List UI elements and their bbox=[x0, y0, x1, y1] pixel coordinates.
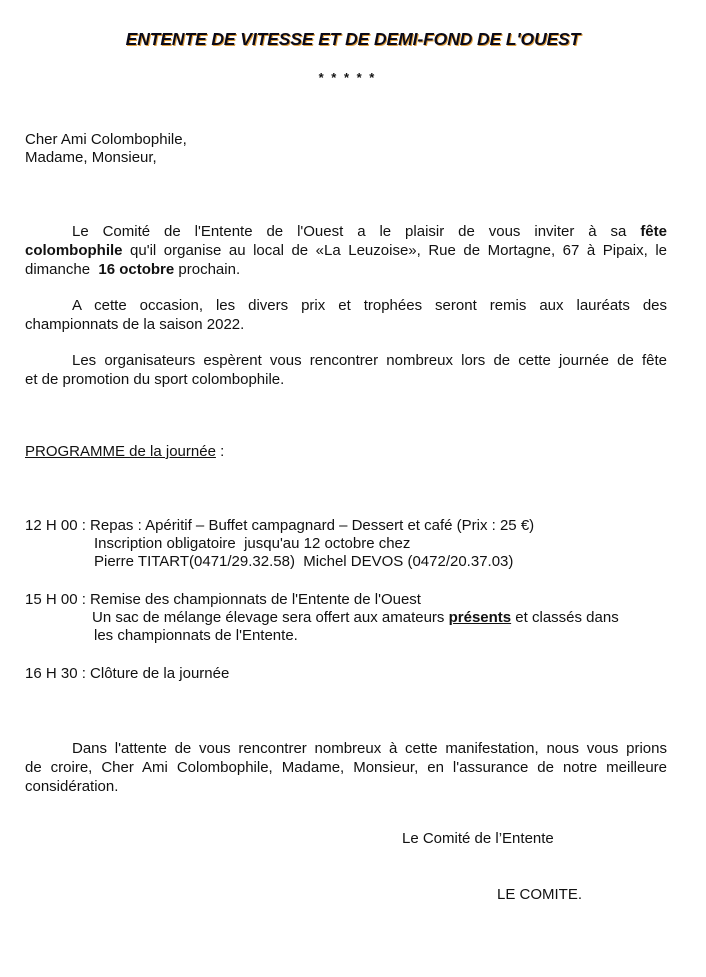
document-title: ENTENTE DE VITESSE ET DE DEMI-FOND DE L'OUEST bbox=[125, 29, 581, 49]
signature-le-comite: LE COMITE. bbox=[497, 886, 583, 903]
closing-paragraph bbox=[25, 739, 667, 796]
intro-text-4: prochain. bbox=[174, 261, 241, 278]
programme-item-1500-line-1 bbox=[25, 591, 619, 609]
programme-time: 12 H 00 : bbox=[25, 517, 91, 534]
programme-time: 15 H 00 : bbox=[25, 591, 91, 608]
programme-heading bbox=[25, 443, 224, 461]
programme-text: Clôture de la journée bbox=[90, 665, 230, 682]
programme-item-1500 bbox=[25, 591, 619, 645]
programme-heading-colon: : bbox=[215, 443, 225, 460]
intro-text-3: dimanche bbox=[25, 261, 99, 278]
closing-line-1 bbox=[25, 739, 667, 758]
programme-item-1200-line-3: Pierre TITART(0471/29.32.58) Michel DEVOS (0472/20.37.03) bbox=[94, 553, 514, 570]
intro-line-1 bbox=[25, 222, 667, 241]
programme-item-1200-line-2: Inscription obligatoire jusqu'au 12 octobre chez bbox=[94, 535, 411, 552]
separator-stars: * * * * * bbox=[318, 70, 377, 85]
programme-text: Remise des championnats de l'Entente de l'Ouest bbox=[90, 591, 421, 608]
programme-item-1500-line-3: les championnats de l'Entente. bbox=[94, 627, 298, 644]
intro-line-2 bbox=[25, 241, 667, 260]
closing-line-3: considération. bbox=[25, 778, 119, 795]
salutation-line-2: Madame, Monsieur, bbox=[25, 149, 157, 166]
organisers-line-2: et de promotion du sport colombophile. bbox=[25, 371, 285, 388]
prizes-line-1 bbox=[25, 296, 667, 315]
organisers-text-1: Les organisateurs espèrent vous rencontrer nombreux lors de cette journée de fête bbox=[72, 352, 667, 369]
closing-text-1: Dans l'attente de vous rencontrer nombreux à cette manifestation, nous vous prions bbox=[72, 740, 667, 757]
programme-item-1630-line-1 bbox=[25, 665, 229, 683]
signature-committee: Le Comité de l’Entente bbox=[402, 830, 554, 847]
programme-text: Un sac de mélange élevage sera offert aux amateurs bbox=[92, 609, 449, 626]
prizes-line-2: championnats de la saison 2022. bbox=[25, 316, 245, 333]
intro-paragraph bbox=[25, 222, 667, 279]
programme-heading-text: PROGRAMME de la journée bbox=[25, 443, 216, 460]
intro-bold-colombophile: colombophile bbox=[25, 242, 123, 259]
programme-text: Repas : Apéritif – Buffet campagnard – Dessert et café (Prix : 25 €) bbox=[90, 517, 535, 534]
closing-line-2: de croire, Cher Ami Colombophile, Madame, Monsieur, en l'assurance de notre meilleure bbox=[25, 759, 667, 776]
programme-item-1630 bbox=[25, 665, 229, 683]
intro-line-3 bbox=[25, 260, 667, 279]
organisers-line-1 bbox=[25, 351, 667, 370]
intro-bold-fete: fête bbox=[640, 223, 667, 240]
programme-text: et classés dans bbox=[511, 609, 619, 626]
programme-item-1500-line-2 bbox=[25, 609, 619, 627]
prizes-paragraph bbox=[25, 296, 667, 334]
salutation-line-1: Cher Ami Colombophile, bbox=[25, 131, 187, 148]
intro-bold-date: 16 octobre bbox=[98, 261, 175, 278]
intro-text-2: qu'il organise au local de «La Leuzoise», Rue de Mortagne, 67 à Pipaix, le bbox=[122, 242, 667, 259]
programme-item-1200 bbox=[25, 517, 534, 571]
programme-time: 16 H 30 : bbox=[25, 665, 91, 682]
intro-text: Le Comité de l'Entente de l'Ouest a le plaisir de vous inviter à sa bbox=[72, 223, 641, 240]
programme-bold-presents: présents bbox=[448, 609, 512, 626]
prizes-text-1: A cette occasion, les divers prix et trophées seront remis aux lauréats des bbox=[72, 297, 667, 314]
programme-item-1200-line-1 bbox=[25, 517, 534, 535]
organisers-paragraph bbox=[25, 351, 667, 389]
